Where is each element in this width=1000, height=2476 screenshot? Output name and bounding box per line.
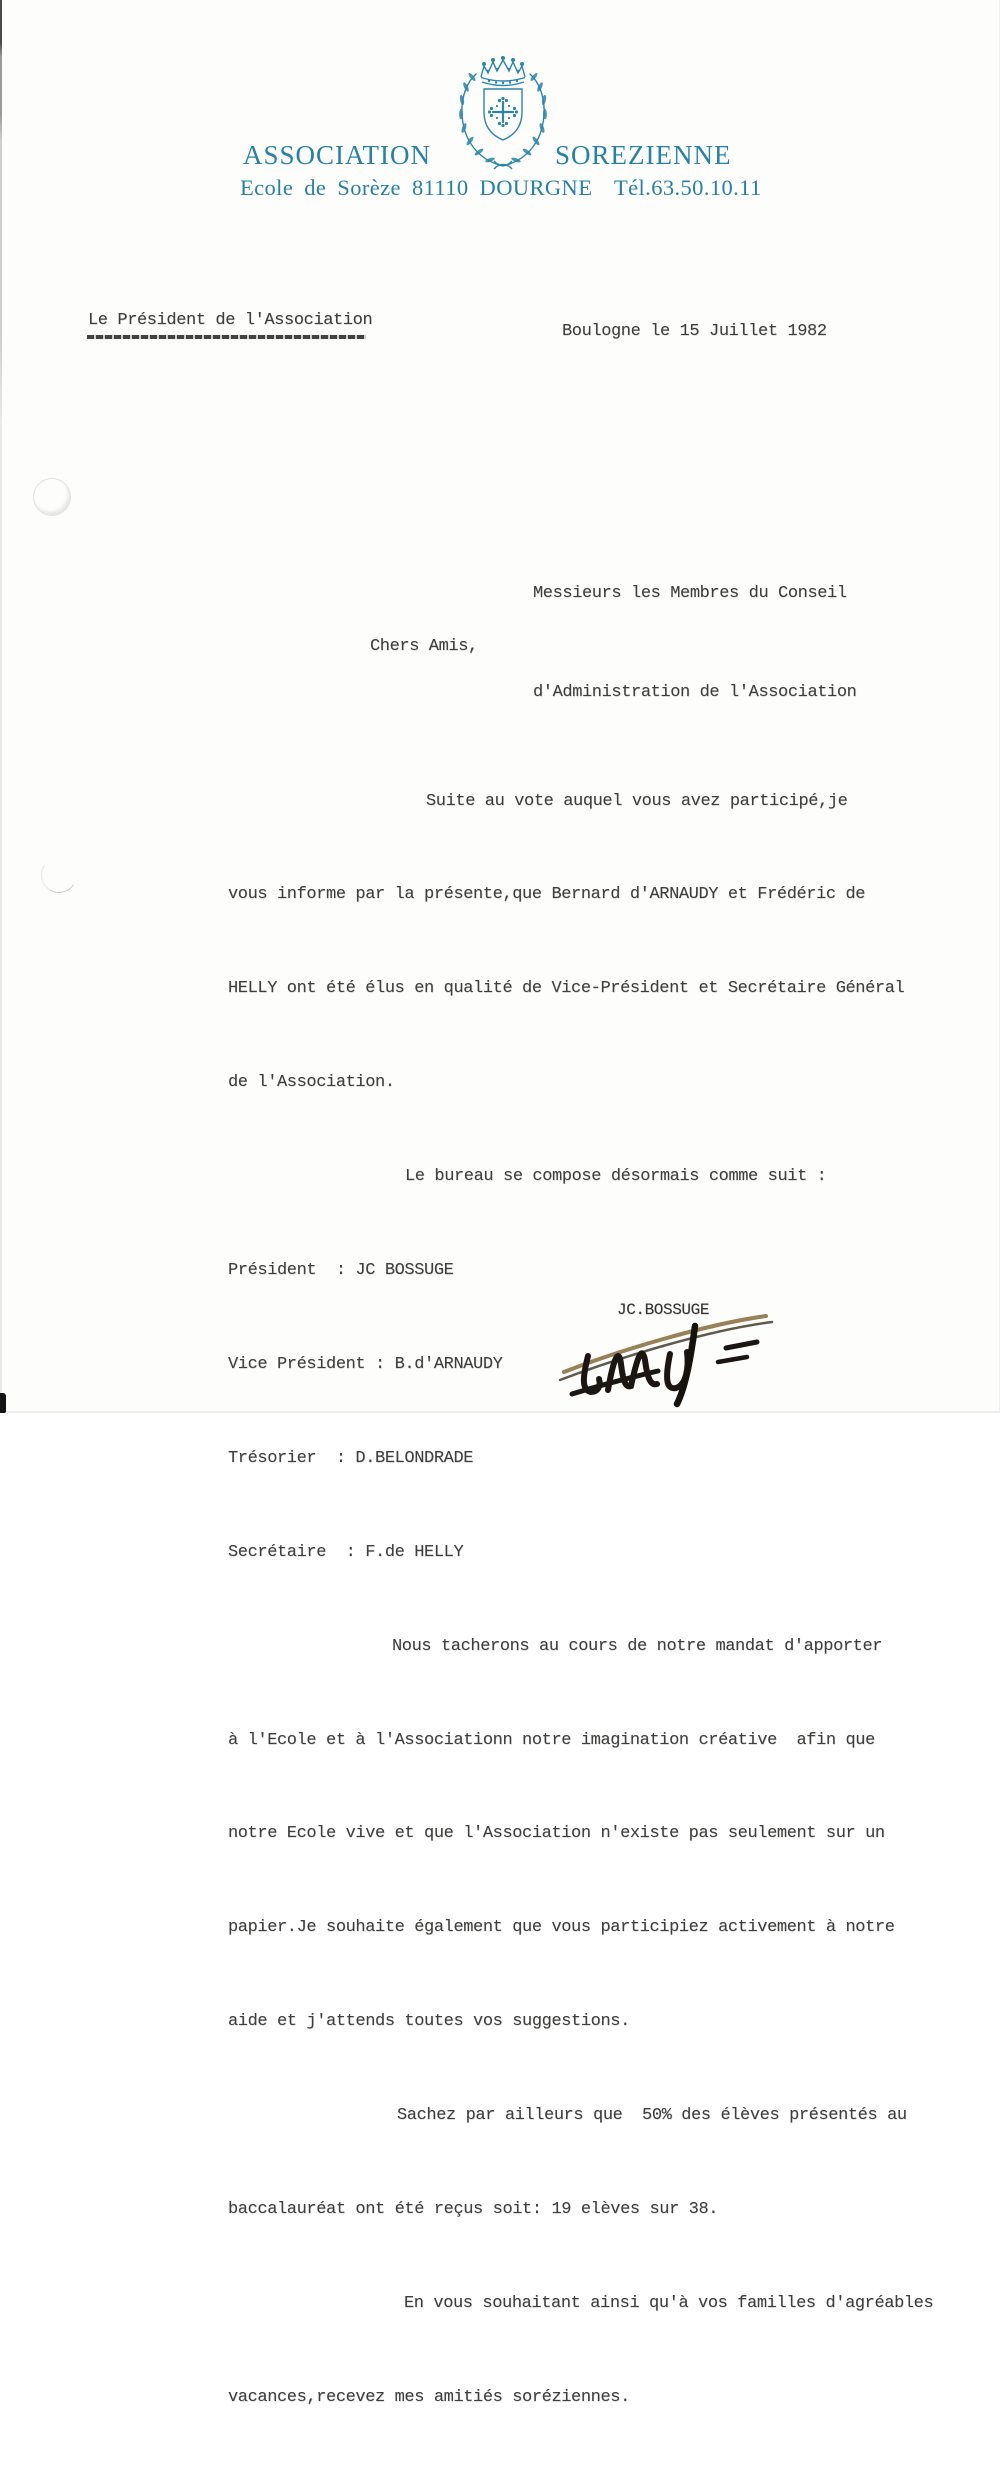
letter-line: vous informe par la présente,que Bernard d'ARNAUDY et Frédéric de [228, 885, 866, 905]
org-name-left: ASSOCIATION [243, 140, 432, 170]
hole-punch-top [33, 478, 71, 516]
letter-line: Vice Président : B.d'ARNAUDY [228, 1354, 503, 1374]
letter-body [228, 723, 933, 2476]
hole-punch-bottom [38, 854, 81, 897]
letter-line: vacances,recevez mes amitiés soréziennes. [228, 2387, 630, 2407]
letter-line: En vous souhaitant ainsi qu'à vos familles d'agréables [404, 2293, 934, 2313]
association-crest-icon [450, 50, 556, 179]
recipient-line-2: d'Administration de l'Association [533, 683, 857, 702]
org-address: Ecole de Sorèze 81110 DOURGNE Tél.63.50.10.11 [240, 175, 762, 200]
recipient-line-1: Messieurs les Membres du Conseil [533, 584, 847, 603]
letter-line: Nous tacherons au cours de notre mandat d'apporter [392, 1636, 883, 1656]
letter-line: papier.Je souhaite également que vous participiez activement à notre [228, 1918, 895, 1938]
dateline: Boulogne le 15 Juillet 1982 [562, 322, 827, 341]
scan-mark-bottom-left [0, 1393, 6, 1413]
letter-line: Sachez par ailleurs que 50% des élèves présentés au [397, 2106, 907, 2126]
letter-line: Secrétaire : F.de HELLY [228, 1542, 464, 1562]
letter-line: HELLY ont été élus en qualité de Vice-Président et Secrétaire Général [228, 979, 905, 999]
letter-line: notre Ecole vive et que l'Association n'existe pas seulement sur un [228, 1824, 885, 1844]
letter-line: aide et j'attends toutes vos suggestions. [228, 2012, 630, 2032]
scan-edge-left [0, 0, 2, 1413]
letter-line: de l'Association. [228, 1073, 395, 1093]
handwritten-signature [558, 1298, 793, 1415]
letter-line: Suite au vote auquel vous avez participé,je [426, 791, 848, 811]
letter-line: baccalauréat ont été reçus soit: 19 elèves sur 38. [228, 2199, 719, 2219]
letter-line: Président : JC BOSSUGE [228, 1261, 454, 1281]
letter-line: Le bureau se compose désormais comme suit : [405, 1167, 827, 1187]
signature-typed-name: JC.BOSSUGE [617, 1301, 710, 1319]
letter-line: Trésorier : D.BELONDRADE [228, 1448, 474, 1468]
org-name-right: SOREZIENNE [555, 140, 732, 170]
letter-line: à l'Ecole et à l'Associationn notre imagination créative afin que [228, 1730, 875, 1750]
salutation: Chers Amis, [370, 637, 478, 656]
sender-underline [87, 335, 366, 339]
sender-title: Le Président de l'Association [88, 311, 373, 330]
